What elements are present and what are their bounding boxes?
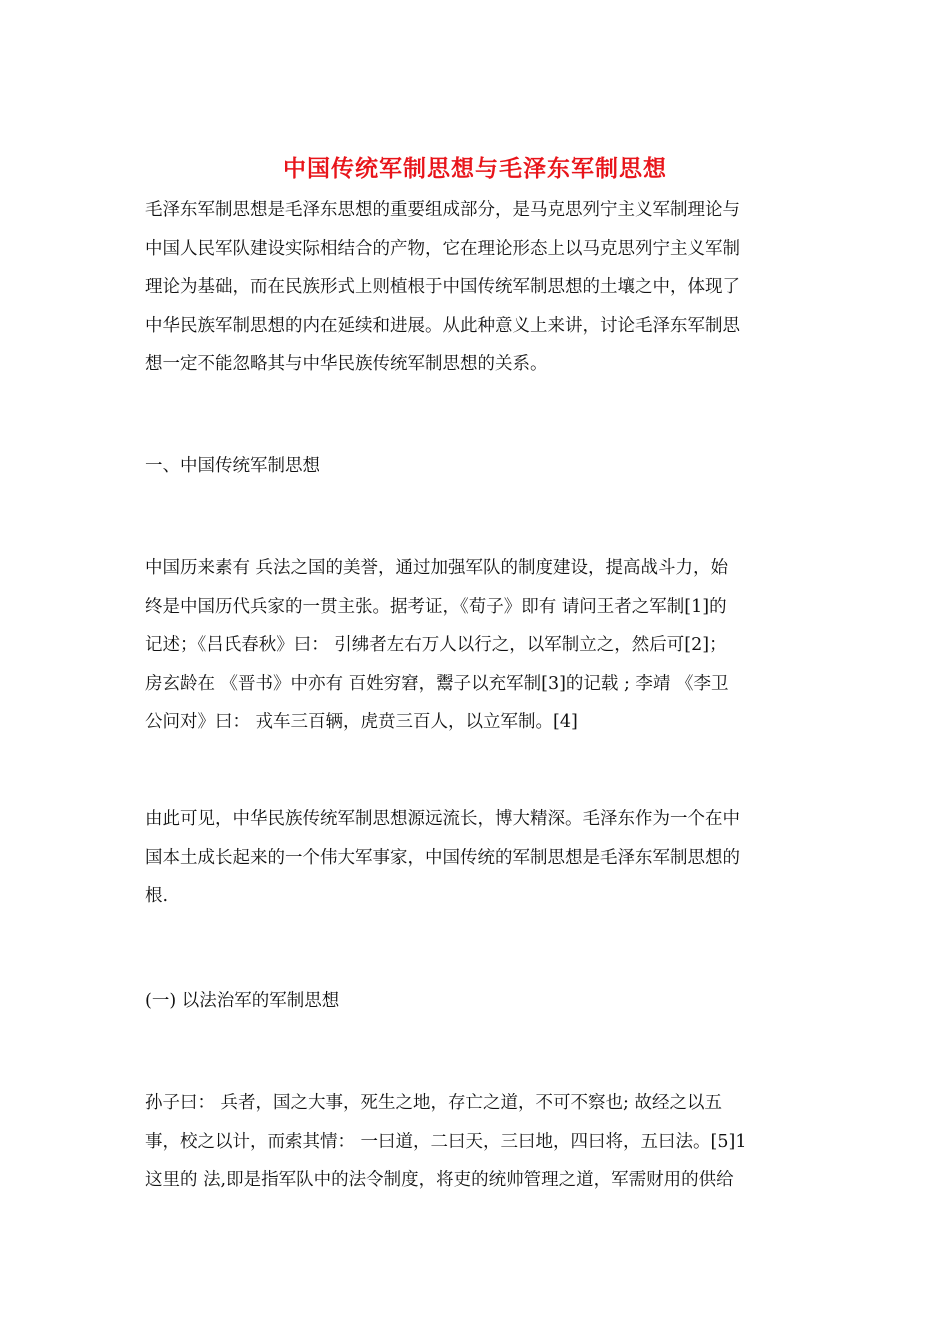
paragraph-line: 中国历来素有 兵法之国的美誉，通过加强军队的制度建设，提高战斗力，始 xyxy=(145,558,729,578)
body-paragraph-2 xyxy=(145,800,815,916)
paragraph-line: 中国人民军队建设实际相结合的产物，它在理论形态上以马克思列宁主义军制 xyxy=(145,238,740,259)
paragraph-line: 中华民族军制思想的内在延续和进展。从此种意义上来讲，讨论毛泽东军制思 xyxy=(145,315,740,336)
intro-paragraph xyxy=(145,191,815,384)
paragraph-line: 孙子曰： 兵者，国之大事，死生之地，存亡之道，不可不察也; 故经之以五 xyxy=(145,1093,723,1113)
paragraph-line: 房玄龄在 《晋书》中亦有 百姓穷窘，鬻子以充军制[3]的记载 ; 李靖 《李卫 xyxy=(145,673,729,694)
section-heading: 一、中国传统军制思想 xyxy=(145,456,320,476)
subsection-heading: (一) 以法治军的军制思想 xyxy=(145,991,340,1011)
paragraph-line: 这里的 法,即是指军队中的法令制度，将吏的统帅管理之道，军需财用的供给 xyxy=(145,1170,734,1190)
paragraph-line: 理论为基础，而在民族形式上则植根于中国传统军制思想的土壤之中，体现了 xyxy=(145,277,740,297)
paragraph-line: 毛泽东军制思想是毛泽东思想的重要组成部分，是马克思列宁主义军制理论与 xyxy=(145,200,740,220)
paragraph-line: 由此可见，中华民族传统军制思想源远流长，博大精深。毛泽东作为一个在中 xyxy=(145,809,740,829)
document-title: 中国传统军制思想与毛泽东军制思想 xyxy=(283,155,667,182)
paragraph-line: 事，校之以计，而索其情： 一曰道，二曰天，三曰地，四曰将，五曰法。[5]1 xyxy=(145,1131,747,1152)
body-paragraph-3 xyxy=(145,1084,815,1200)
paragraph-line: 终是中国历代兵家的一贯主张。据考证，《荀子》即有 请问王者之军制[1]的 xyxy=(145,596,727,617)
paragraph-line: 国本土成长起来的一个伟大军事家，中国传统的军制思想是毛泽东军制思想的 xyxy=(145,847,740,868)
paragraph-line: 想一定不能忽略其与中华民族传统军制思想的关系。 xyxy=(145,354,548,374)
paragraph-line: 根. xyxy=(145,886,169,906)
body-paragraph-1 xyxy=(145,549,815,742)
paragraph-line: 公问对》曰： 戎车三百辆，虎贲三百人，以立军制。[4] xyxy=(145,712,578,732)
paragraph-line: 记述；《吕氏春秋》曰： 引绋者左右万人以行之，以军制立之，然后可[2]； xyxy=(145,635,727,655)
